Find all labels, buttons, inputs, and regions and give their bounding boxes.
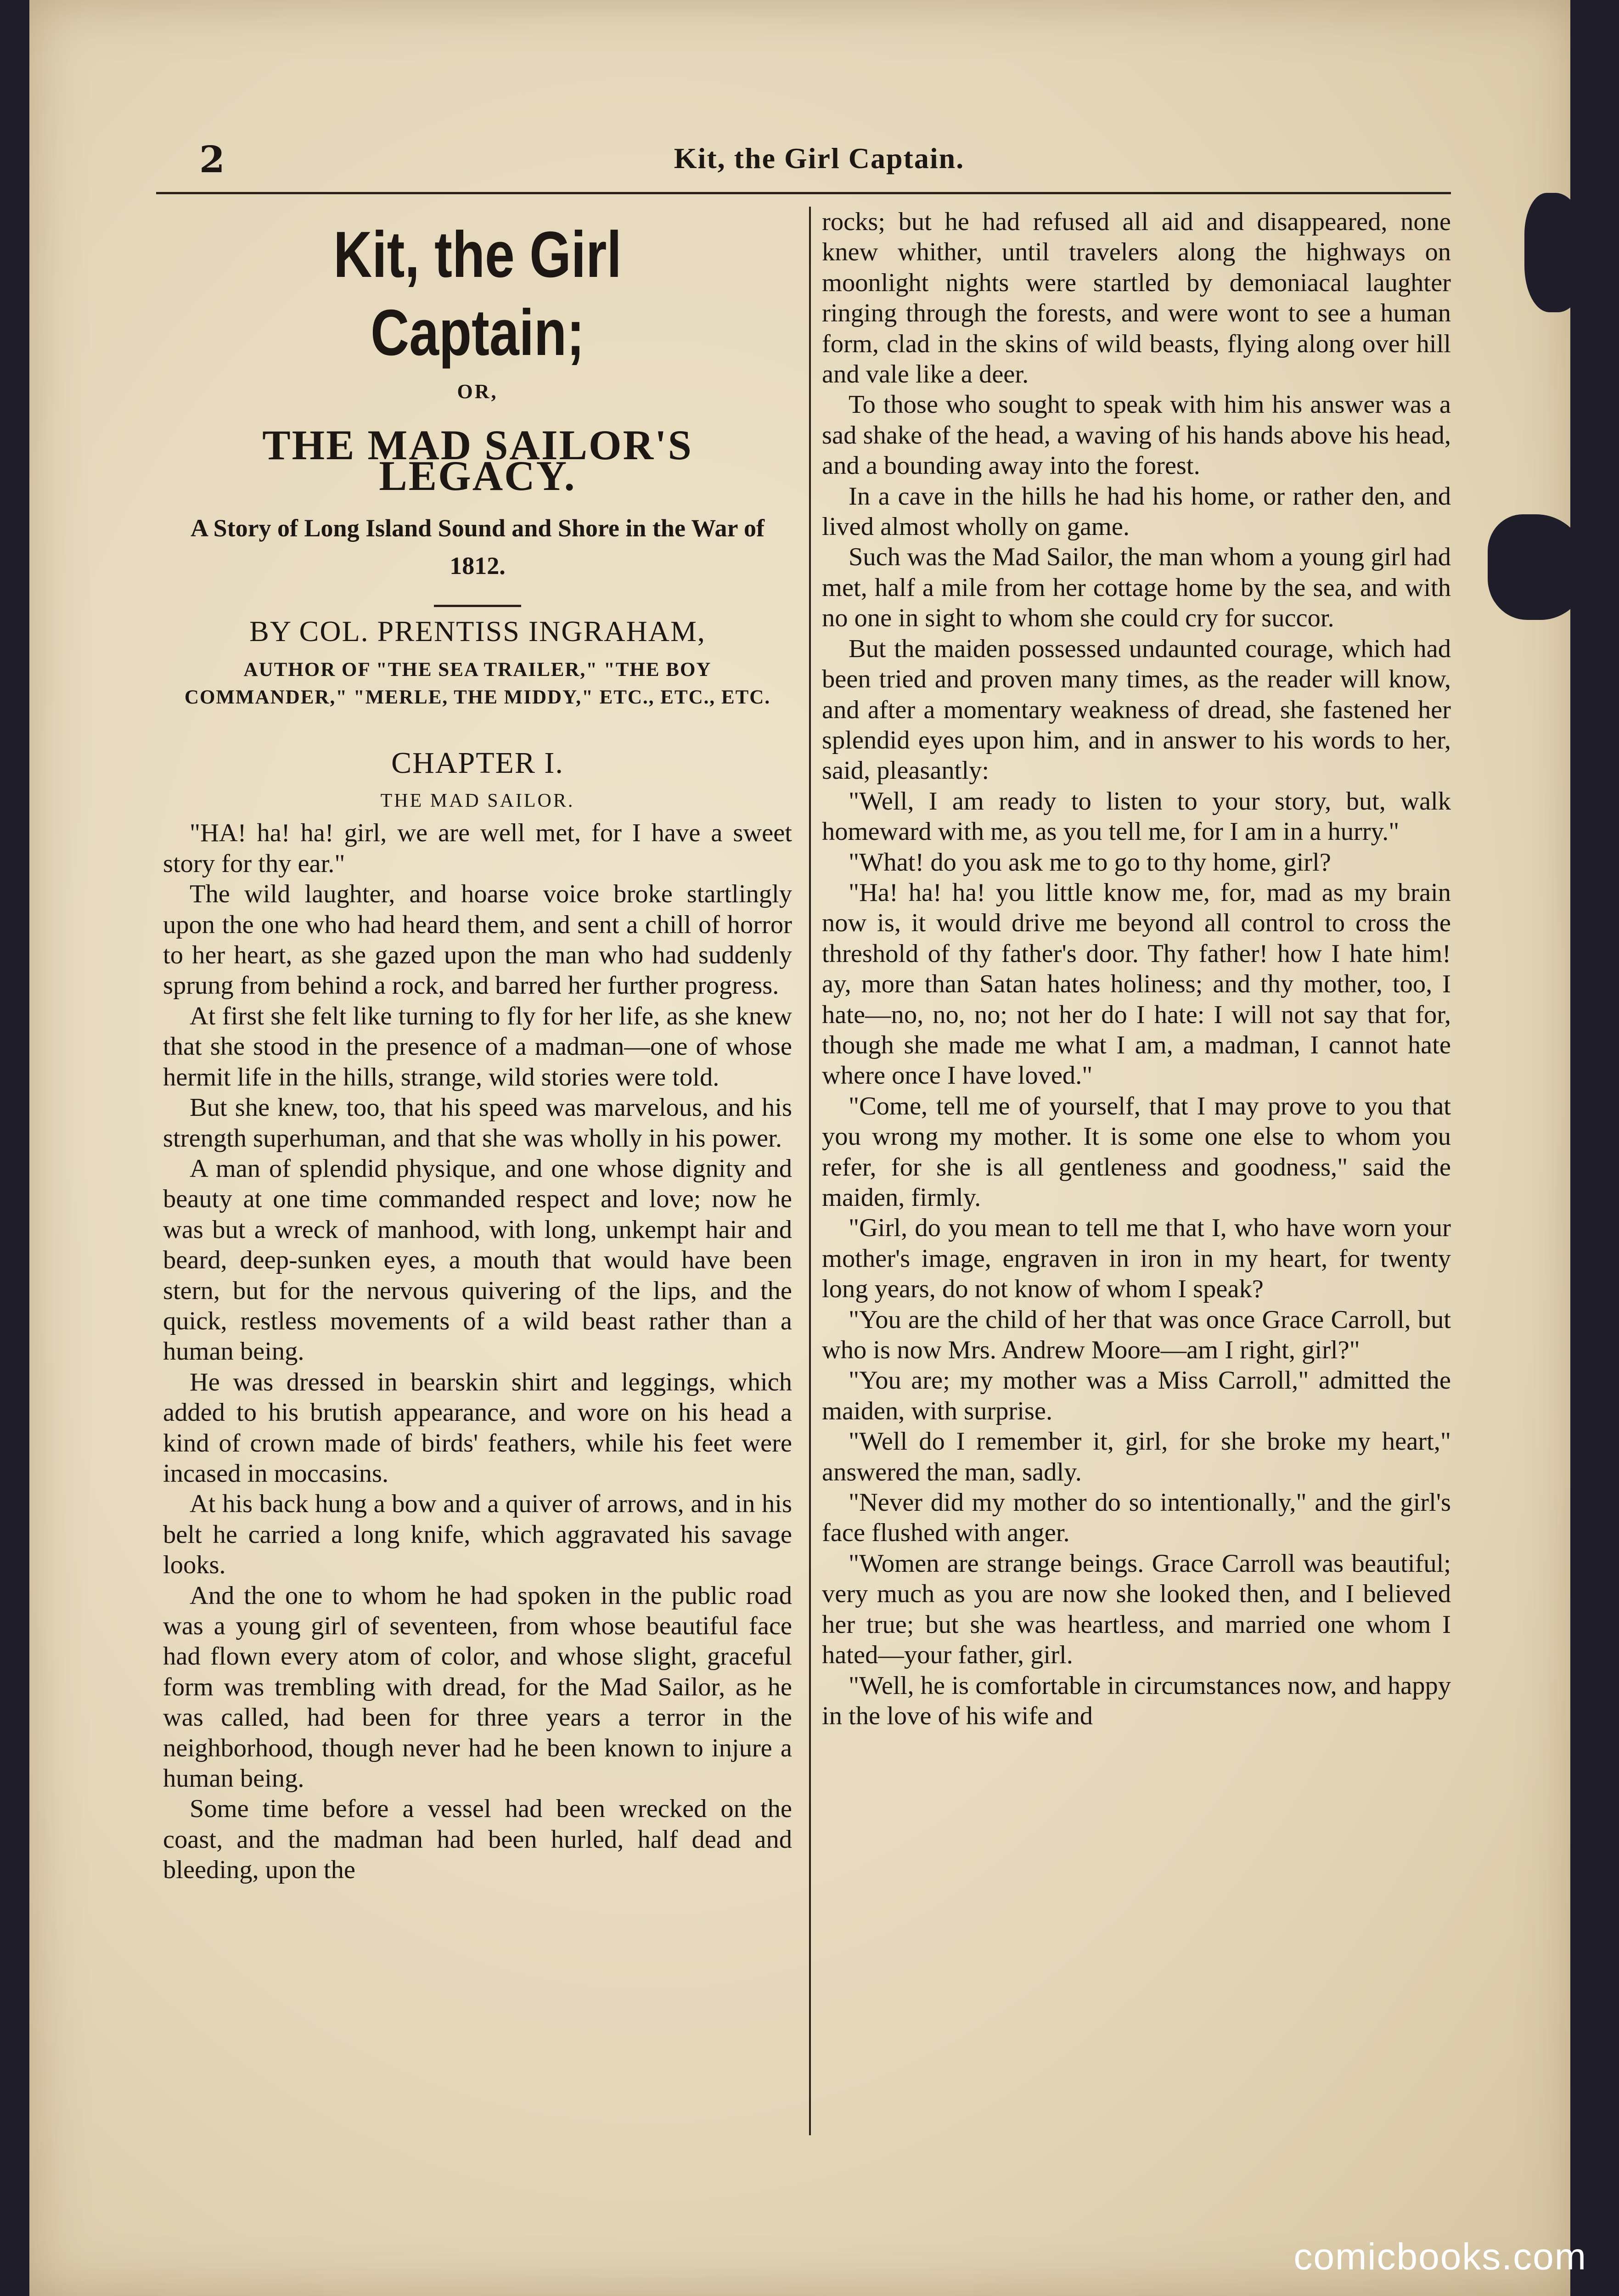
- paragraph: At his back hung a bow and a quiver of arrows, and in his belt he carried a long knife, which aggravated his savage looks.: [163, 1490, 792, 1580]
- chapter-heading: CHAPTER I.: [391, 746, 564, 780]
- running-head: [158, 138, 1480, 188]
- story-tagline: A Story of Long Island Sound and Shore in the War of 1812.: [191, 514, 765, 580]
- paragraph: The wild laughter, and hoarse voice broke startlingly upon the one who had heard them, and sent a chill of horror to her heart, as she gazed upon the man who had suddenly sprung from behind a rock, and barred her further progress.: [163, 880, 792, 1000]
- paragraph: Such was the Mad Sailor, the man whom a young girl had met, half a mile from her cottage home by the sea, and with no one in sight to whom she could cry for succor.: [822, 543, 1451, 633]
- paragraph: "Well, he is comfortable in circumstances now, and happy in the love of his wife and: [822, 1671, 1451, 1730]
- paragraph: And the one to whom he had spoken in the public road was a young girl of seventeen, from whose beautiful face had flown every atom of color, and whose slight, graceful form was trembling with dread, for the Mad Sailor, as he was called, had been for three years a terror in the neighborhood, though never had he been known to injure a human being.: [163, 1581, 792, 1793]
- author-credits: AUTHOR OF "THE SEA TRAILER," "THE BOY COMMANDER," "MERLE, THE MIDDY," ETC., ETC., ETC.: [184, 658, 771, 708]
- right-column: [822, 207, 1451, 1731]
- running-title: Kit, the Girl Captain.: [674, 142, 965, 174]
- paragraph: He was dressed in bearskin shirt and leggings, which added to his brutish appearance, and wore on his head a kind of crown made of birds' feathers, while his feet were incased in moccasins.: [163, 1367, 792, 1488]
- story-title: Kit, the Girl Captain;: [333, 218, 622, 369]
- paragraph: To those who sought to speak with him his answer was a sad shake of the head, a waving of his hands above his head, and a bounding away into the forest.: [822, 390, 1451, 480]
- story-subtitle: THE MAD SAILOR'S LEGACY.: [262, 422, 693, 499]
- paragraph: "Well do I remember it, girl, for she broke my heart," answered the man, sadly.: [822, 1427, 1451, 1486]
- scan-background: [1570, 0, 1619, 2296]
- paragraph: At first she felt like turning to fly for her life, as she knew that she stood in the presence of a madman—one of whose hermit life in the hills, strange, wild stories were told.: [163, 1002, 792, 1092]
- paragraph: In a cave in the hills he had his home, or rather den, and lived almost wholly on game.: [822, 482, 1451, 541]
- paragraph: rocks; but he had refused all aid and disappeared, none knew whither, until travelers along the highways on moonlight nights were startled by demoniacal laughter ringing through the forests, and were wont to see a human form, clad in the skins of wild beasts, flying along over hill and vale like a deer.: [822, 208, 1451, 389]
- paragraph: "You are; my mother was a Miss Carroll," admitted the maiden, with surprise.: [822, 1366, 1451, 1425]
- byline: BY COL. PRENTISS INGRAHAM,: [249, 615, 706, 648]
- paragraph: "You are the child of her that was once Grace Carroll, but who is now Mrs. Andrew Moore—am I right, girl?": [822, 1305, 1451, 1365]
- left-column: [163, 207, 792, 1885]
- paragraph: "Girl, do you mean to tell me that I, who have worn your mother's image, engraven in iron in my heart, for twenty long years, do not know of whom I speak?: [822, 1214, 1451, 1304]
- paragraph: "Ha! ha! ha! you little know me, for, mad as my brain now is, it would drive me beyond all control to cross the threshold of thy father's door. Thy father! how I hate him! ay, more than Satan hates holiness; and thy mother, too, I hate—no, no, no; not her do I hate: I will not say that for, though she made me what I am, a madman, I cannot hate where once I have loved.": [822, 878, 1451, 1090]
- paragraph: A man of splendid physique, and one whose dignity and beauty at one time commanded respect and love; now he was but a wreck of manhood, with long, unkempt hair and beard, deep-sunken eyes, a mouth that would have been stern, but for the nervous quivering of the lips, and the quick, restless movements of a wild beast rather than a human being.: [163, 1154, 792, 1366]
- paragraph: "What! do you ask me to go to thy home, girl?: [849, 848, 1331, 877]
- paragraph: Some time before a vessel had been wrecked on the coast, and the madman had been hurled, half dead and bleeding, upon the: [163, 1795, 792, 1885]
- column-divider: [809, 207, 811, 2135]
- paragraph: "Never did my mother do so intentionally," and the girl's face flushed with anger.: [822, 1488, 1451, 1548]
- title-or: OR,: [457, 380, 498, 403]
- title-divider: [434, 605, 521, 607]
- paragraph: But the maiden possessed undaunted courage, which had been tried and proven many times, as the reader will know, and after a momentary weakness of dread, she fastened her splendid eyes upon him, and in answer to his words to her, said, pleasantly:: [822, 634, 1451, 785]
- chapter-title: THE MAD SAILOR.: [380, 790, 575, 812]
- paragraph: "Well, I am ready to listen to your story, but, walk homeward with me, as you tell me, for I am in a hurry.": [822, 787, 1451, 846]
- header-rule: [156, 192, 1451, 194]
- watermark: comicbooks.com: [1293, 2236, 1587, 2278]
- page-number: 2: [199, 138, 225, 181]
- paragraph: "Come, tell me of yourself, that I may prove to you that you wrong my mother. It is some one else to whom you refer, for she is all gentleness and goodness," said the maiden, firmly.: [822, 1092, 1451, 1212]
- paragraph: But she knew, too, that his speed was marvelous, and his strength superhuman, and that she was wholly in his power.: [163, 1093, 792, 1153]
- paragraph: "Women are strange beings. Grace Carroll was beautiful; very much as you are now she looked then, and I believed her true; but she was heartless, and married one whom I hated—your father, girl.: [822, 1549, 1451, 1670]
- paragraph: "HA! ha! ha! girl, we are well met, for I have a sweet story for thy ear.": [163, 819, 792, 878]
